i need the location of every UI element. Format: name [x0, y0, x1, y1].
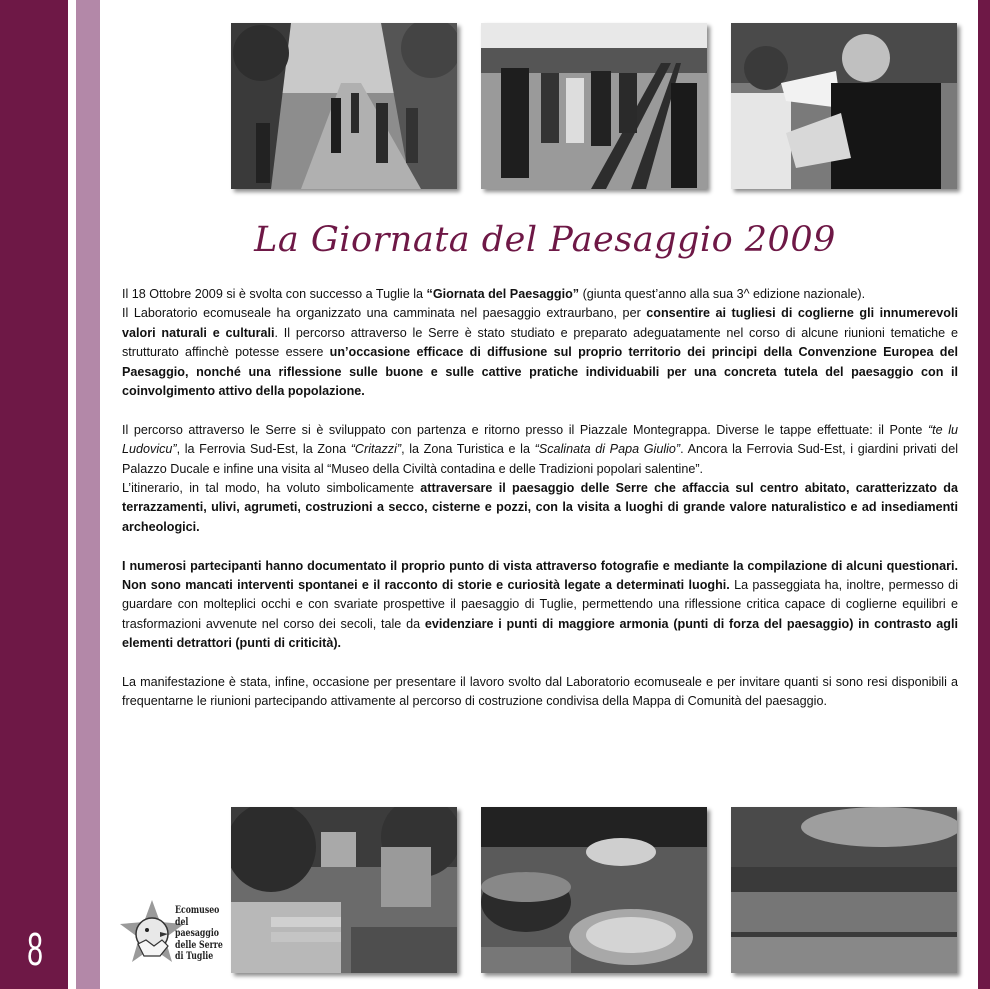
paragraph-1: Il 18 Ottobre 2009 si è svolta con successo a Tuglie la “Giornata del Paesaggio” (giunta quest’anno alla sua 3^ edizione nazionale).: [122, 287, 866, 301]
photo-stone-terraces: [231, 807, 457, 973]
page-title: La Giornata del Paesaggio 2009: [254, 220, 836, 260]
paragraph-4: L’itinerario, in tal modo, ha voluto simbolicamente attraversare il paesaggio delle Serre che affaccia sul centro abitato, caratterizzato da terrazzamenti, ulivi, agrumeti, costruzioni a secco, cisterne e pozzi, con la visita a luoghi di grande valore naturalistico e ad insediamenti archeologici.: [122, 481, 958, 534]
photo-museum-objects: [481, 807, 707, 973]
photo-group-participants: [731, 807, 957, 973]
paragraph-5: I numerosi partecipanti hanno documentato il proprio punto di vista attraverso fotografie e mediante la compilazione di alcuni questionari. Non sono mancati interventi spontanei e il racconto di storie e curiosità legate a determinati luoghi. La passeggiata ha, inoltre, permesso di guardare con molteplici occhi e con svariate prospettive il paesaggio di Tuglie, permettendo una riflessione critica capace di coglierne equilibri e trasformazioni avvenute nel corso dei secoli, tale da evidenziare i punti di maggiore armonia (punti di forza del paesaggio) in contrasto agli elementi detrattori (punti di criticità).: [122, 558, 958, 651]
left-dark-band: [0, 0, 68, 989]
paragraph-3: Il percorso attraverso le Serre si è sviluppato con partenza e ritorno presso il Piazzale Montegrappa. Diverse le tappe effettuate: il Ponte “te lu Ludovicu”, la Ferrovia Sud-Est, la Zona “Critazzi”, la Zona Turistica e la “Scalinata di Papa Giulio”. Ancora la Ferrovia Sud-Est, i giardini privati del Palazzo Ducale e infine una visita al “Museo della Civiltà contadina e delle Tradizioni popolari salentine”.: [122, 422, 959, 476]
page-number: 8: [27, 923, 43, 975]
photo-megaphone: [731, 23, 957, 189]
left-light-band: [76, 0, 100, 989]
paragraph-2: Il Laboratorio ecomuseale ha organizzato una camminata nel paesaggio extraurbano, per consentire ai tugliesi di coglierne gli innumerevoli valori naturali e culturali. Il percorso attraverso le Serre è stato studiato e preparato adeguatamente nel corso di alcune riunioni tematiche e strutturato affinchè potesse essere un’occasione efficace di diffusione sul proprio territorio dei principi della Convenzione Europea del Paesaggio, nonché una riflessione sulle buone e sulle cattive pratiche individuabili per una concreta tutela del paesaggio con il coinvolgimento attivo della popolazione.: [122, 306, 959, 399]
photo-railway-group: [481, 23, 707, 189]
logo-text: Ecomuseo del paesaggio delle Serre di Tuglie: [175, 905, 223, 963]
band-gap: [68, 0, 76, 989]
photo-walk-path: [231, 23, 457, 189]
paragraph-6: La manifestazione è stata, infine, occasione per presentare il lavoro svolto dal Laboratorio ecomuseale e per invitare quanti si sono resi disponibili a frequentarne le riunioni partecipando attivamente al percorso di costruzione condivisa della Mappa di Comunità del paesaggio.: [122, 675, 958, 709]
right-dark-band: [978, 0, 990, 989]
article-body: [122, 285, 958, 712]
